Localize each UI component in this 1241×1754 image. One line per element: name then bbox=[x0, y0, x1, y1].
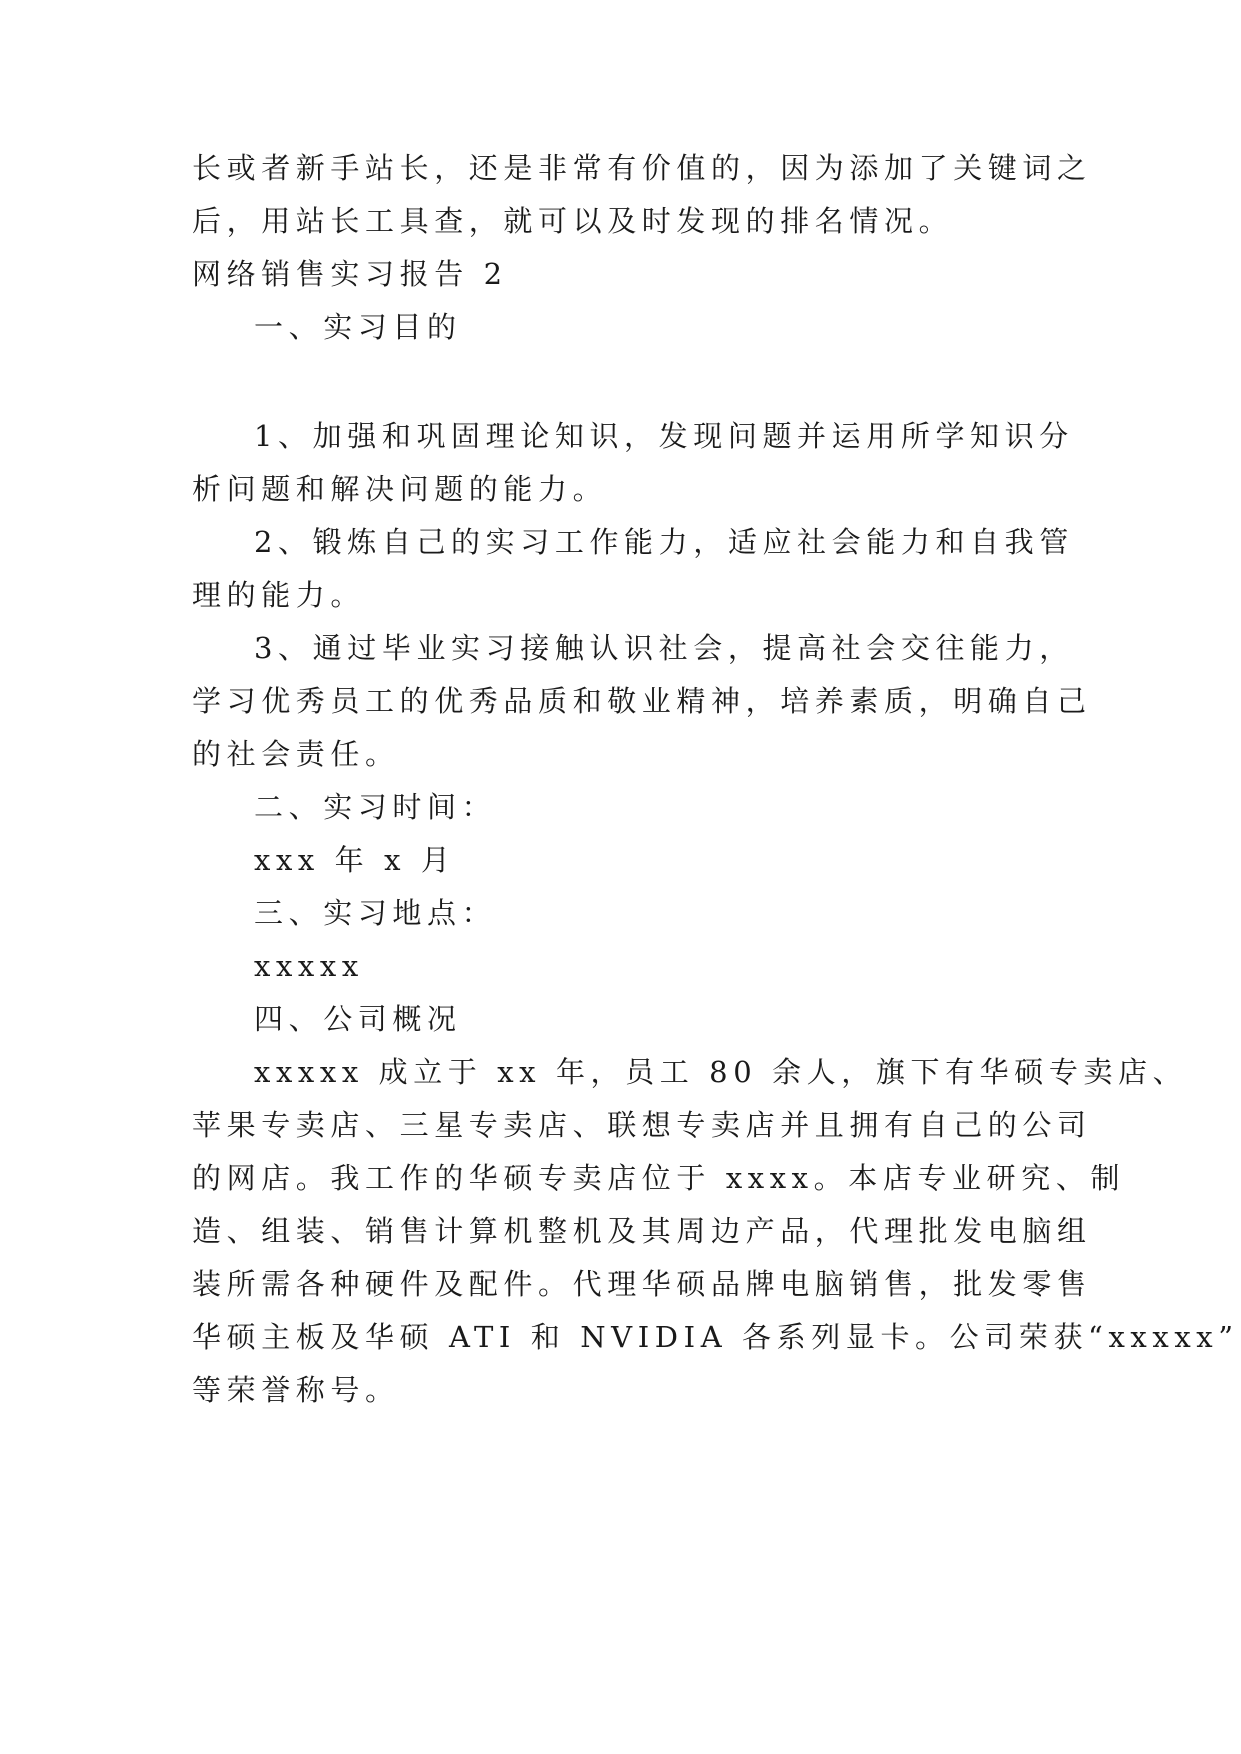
paragraph-line: 的网店。我工作的华硕专卖店位于 xxxx。本店专业研究、制 bbox=[192, 1161, 1126, 1195]
paragraph-line: 装所需各种硬件及配件。代理华硕品牌电脑销售，批发零售 bbox=[192, 1267, 1092, 1301]
paragraph-line: xxxxx 成立于 xx 年，员工 80 余人，旗下有华硕专卖店、 bbox=[254, 1055, 1188, 1089]
paragraph-line: 理的能力。 bbox=[192, 578, 366, 612]
paragraph-line: 造、组装、销售计算机整机及其周边产品，代理批发电脑组 bbox=[192, 1214, 1092, 1248]
paragraph-line: 1、加强和巩固理论知识，发现问题并运用所学知识分 bbox=[254, 419, 1074, 453]
paragraph-line: 华硕主板及华硕 ATI 和 NVIDIA 各系列显卡。公司荣获“xxxxx” bbox=[192, 1320, 1239, 1354]
paragraph-line: 后，用站长工具查，就可以及时发现的排名情况。 bbox=[192, 204, 954, 238]
heading-time: 二、实习时间： bbox=[254, 790, 497, 824]
paragraph-line: 的社会责任。 bbox=[192, 737, 400, 771]
paragraph-line: 析问题和解决问题的能力。 bbox=[192, 472, 608, 506]
paragraph-line: xxxxx bbox=[254, 949, 364, 983]
paragraph-line: 等荣誉称号。 bbox=[192, 1373, 400, 1407]
paragraph-line: 3、通过毕业实习接触认识社会，提高社会交往能力， bbox=[254, 631, 1074, 665]
heading-location: 三、实习地点： bbox=[254, 896, 497, 930]
paragraph-line: 学习优秀员工的优秀品质和敬业精神，培养素质，明确自己 bbox=[192, 684, 1092, 718]
heading-purpose: 一、实习目的 bbox=[254, 310, 462, 344]
heading-company: 四、公司概况 bbox=[254, 1002, 462, 1036]
paragraph-line: 2、锻炼自己的实习工作能力，适应社会能力和自我管 bbox=[254, 525, 1074, 559]
paragraph-line: xxx 年 x 月 bbox=[254, 843, 456, 877]
paragraph-line: 长或者新手站长，还是非常有价值的，因为添加了关键词之 bbox=[192, 151, 1092, 185]
section-title: 网络销售实习报告 2 bbox=[192, 257, 508, 291]
paragraph-line: 苹果专卖店、三星专卖店、联想专卖店并且拥有自己的公司 bbox=[192, 1108, 1092, 1142]
